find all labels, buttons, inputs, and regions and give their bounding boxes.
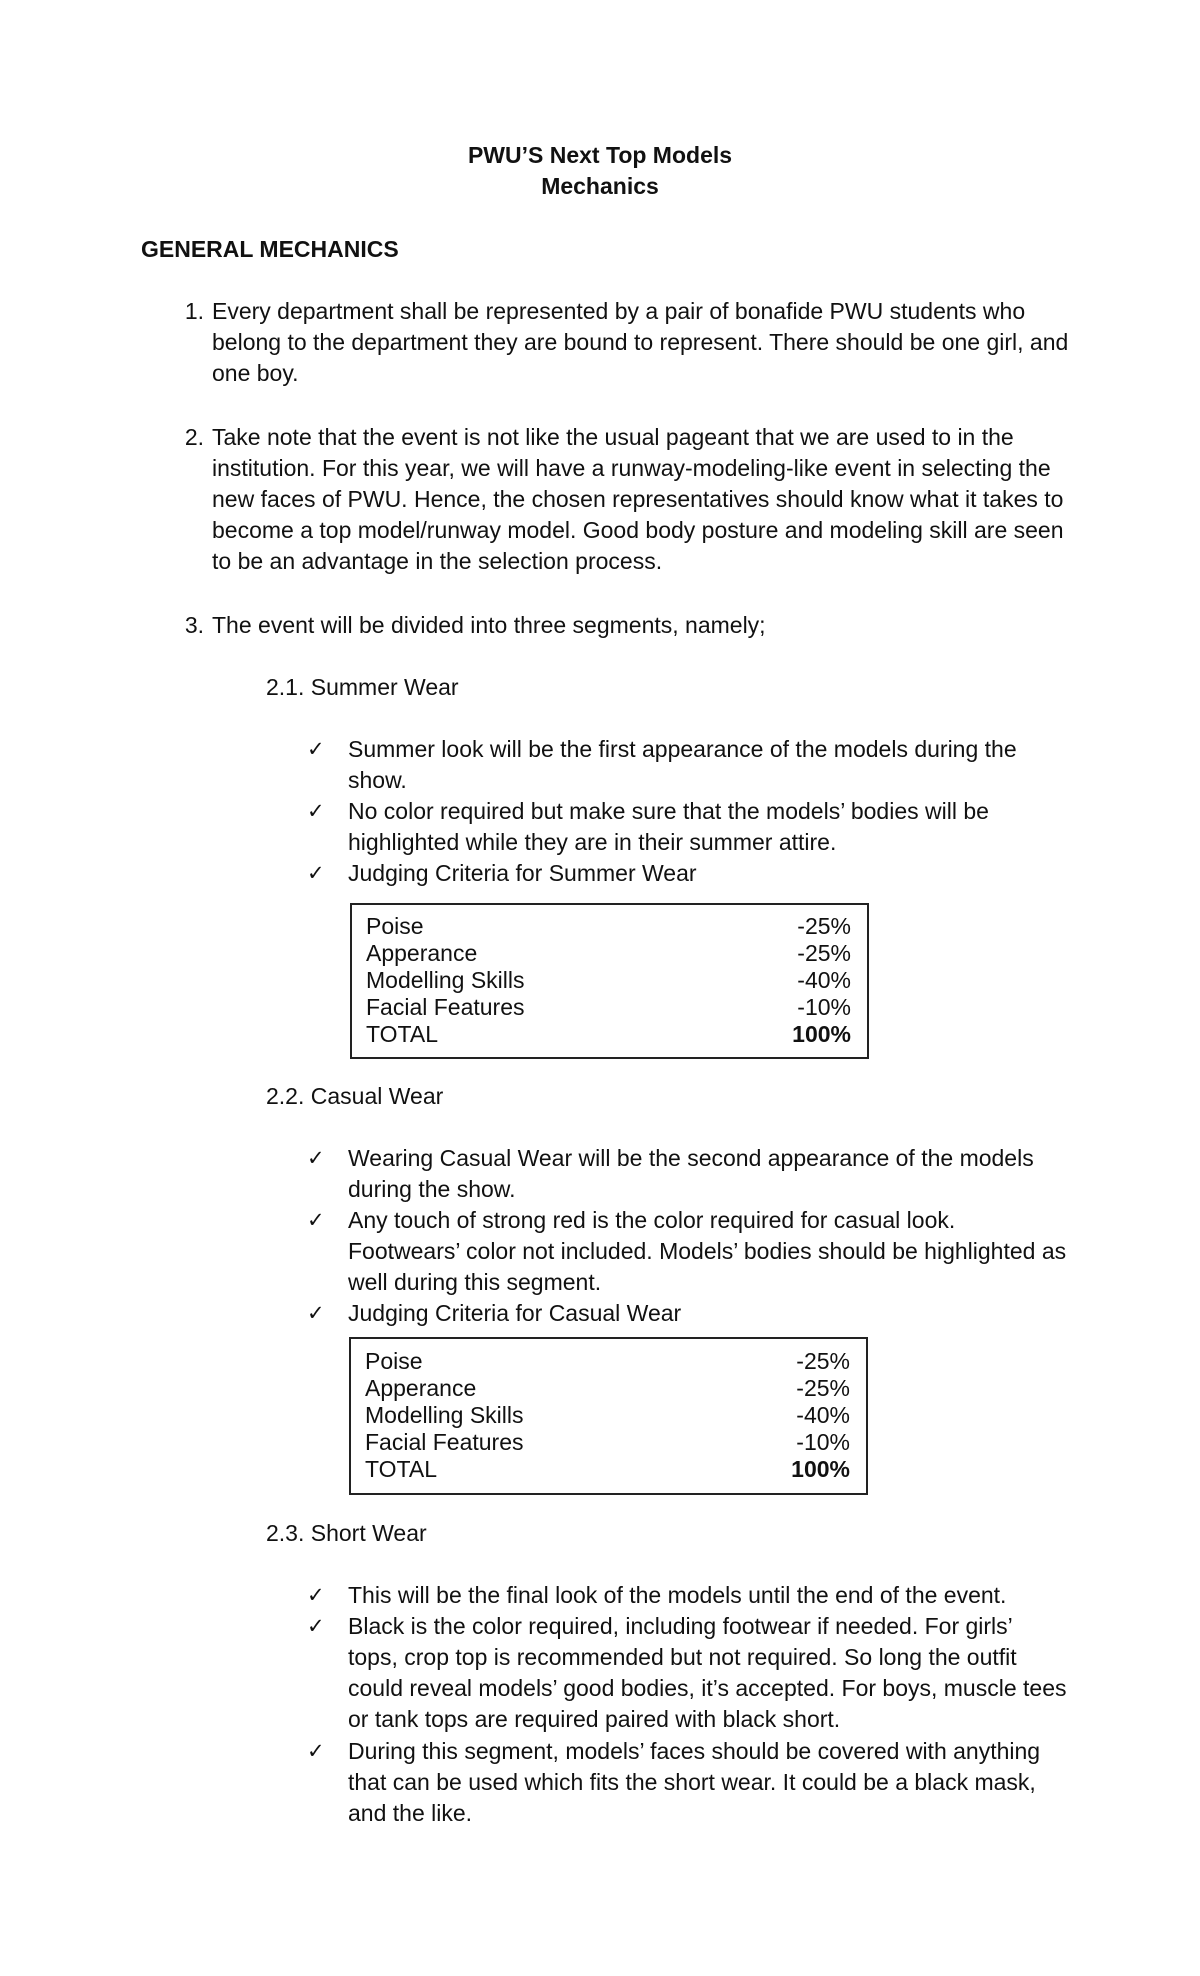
bullet-text: Any touch of strong red is the color required for casual look. Footwears’ color not included. Models’ bodies should be highlighted as well during this segment.	[348, 1207, 1067, 1295]
check-icon: ✓	[307, 1584, 325, 1607]
criteria-value: -25%	[797, 913, 851, 939]
check-icon: ✓	[307, 1302, 325, 1325]
list-item-number: 3.	[184, 612, 204, 638]
list-item-number: 1.	[184, 298, 204, 324]
criteria-value: -25%	[796, 1348, 850, 1374]
criteria-value: -40%	[796, 1402, 850, 1428]
criteria-table-summer	[350, 903, 869, 1059]
criteria-value: -10%	[796, 1429, 850, 1455]
criteria-table-casual	[349, 1337, 868, 1495]
bullet-text: Judging Criteria for Casual Wear	[348, 1300, 682, 1326]
segment-heading-summer: 2.1. Summer Wear	[266, 674, 459, 700]
criteria-name: Facial Features	[365, 1429, 524, 1455]
bullet-text: Wearing Casual Wear will be the second appearance of the models during the show.	[348, 1145, 1034, 1202]
check-icon: ✓	[307, 1740, 325, 1763]
list-item-number: 2.	[184, 424, 204, 450]
criteria-value: -40%	[797, 967, 851, 993]
bullet-text: During this segment, models’ faces should be covered with anything that can be used which fits the short wear. It could be a black mask, and the like.	[348, 1738, 1041, 1826]
criteria-name: Modelling Skills	[366, 967, 525, 993]
criteria-name: Apperance	[366, 940, 478, 966]
criteria-value: -10%	[797, 994, 851, 1020]
bullet-text: Black is the color required, including footwear if needed. For girls’ tops, crop top is recommended but not required. So long the outfit could reveal models’ good bodies, it’s accepted. For boys, muscle tees or tank tops are required paired with black short.	[348, 1613, 1067, 1732]
criteria-name: Facial Features	[366, 994, 525, 1020]
criteria-name: TOTAL	[366, 1021, 438, 1047]
segment-heading-casual: 2.2. Casual Wear	[266, 1083, 444, 1109]
list-item-text: Take note that the event is not like the usual pageant that we are used to in the institution. For this year, we will have a runway-modeling-like event in selecting the new faces of PWU. Hence, the chosen representatives should know what it takes to become a top model/runway model. Good body posture and modeling skill are seen to be an advantage in the selection process.	[212, 424, 1064, 574]
check-icon: ✓	[307, 862, 325, 885]
check-icon: ✓	[307, 1615, 325, 1638]
bullet-text: Summer look will be the first appearance of the models during the show.	[348, 736, 1017, 793]
criteria-name: TOTAL	[365, 1456, 437, 1482]
criteria-name: Modelling Skills	[365, 1402, 524, 1428]
criteria-total-value: 100%	[792, 1021, 851, 1047]
bullet-text: This will be the final look of the models until the end of the event.	[348, 1582, 1007, 1608]
segment-heading-short: 2.3. Short Wear	[266, 1520, 427, 1546]
document-title: PWU’S Next Top Models	[467, 142, 733, 168]
check-icon: ✓	[307, 800, 325, 823]
criteria-name: Poise	[365, 1348, 423, 1374]
check-icon: ✓	[307, 1147, 325, 1170]
list-item-text: The event will be divided into three segments, namely;	[212, 612, 766, 638]
criteria-name: Apperance	[365, 1375, 477, 1401]
criteria-value: -25%	[796, 1375, 850, 1401]
document-subtitle: Mechanics	[541, 173, 659, 199]
criteria-name: Poise	[366, 913, 424, 939]
criteria-value: -25%	[797, 940, 851, 966]
bullet-text: Judging Criteria for Summer Wear	[348, 860, 697, 886]
list-item-text: Every department shall be represented by a pair of bonafide PWU students who belong to the department they are bound to represent. There should be one girl, and one boy.	[212, 298, 1069, 386]
check-icon: ✓	[307, 738, 325, 761]
check-icon: ✓	[307, 1209, 325, 1232]
section-heading: GENERAL MECHANICS	[141, 236, 399, 262]
bullet-text: No color required but make sure that the models’ bodies will be highlighted while they are in their summer attire.	[348, 798, 989, 855]
criteria-total-value: 100%	[791, 1456, 850, 1482]
